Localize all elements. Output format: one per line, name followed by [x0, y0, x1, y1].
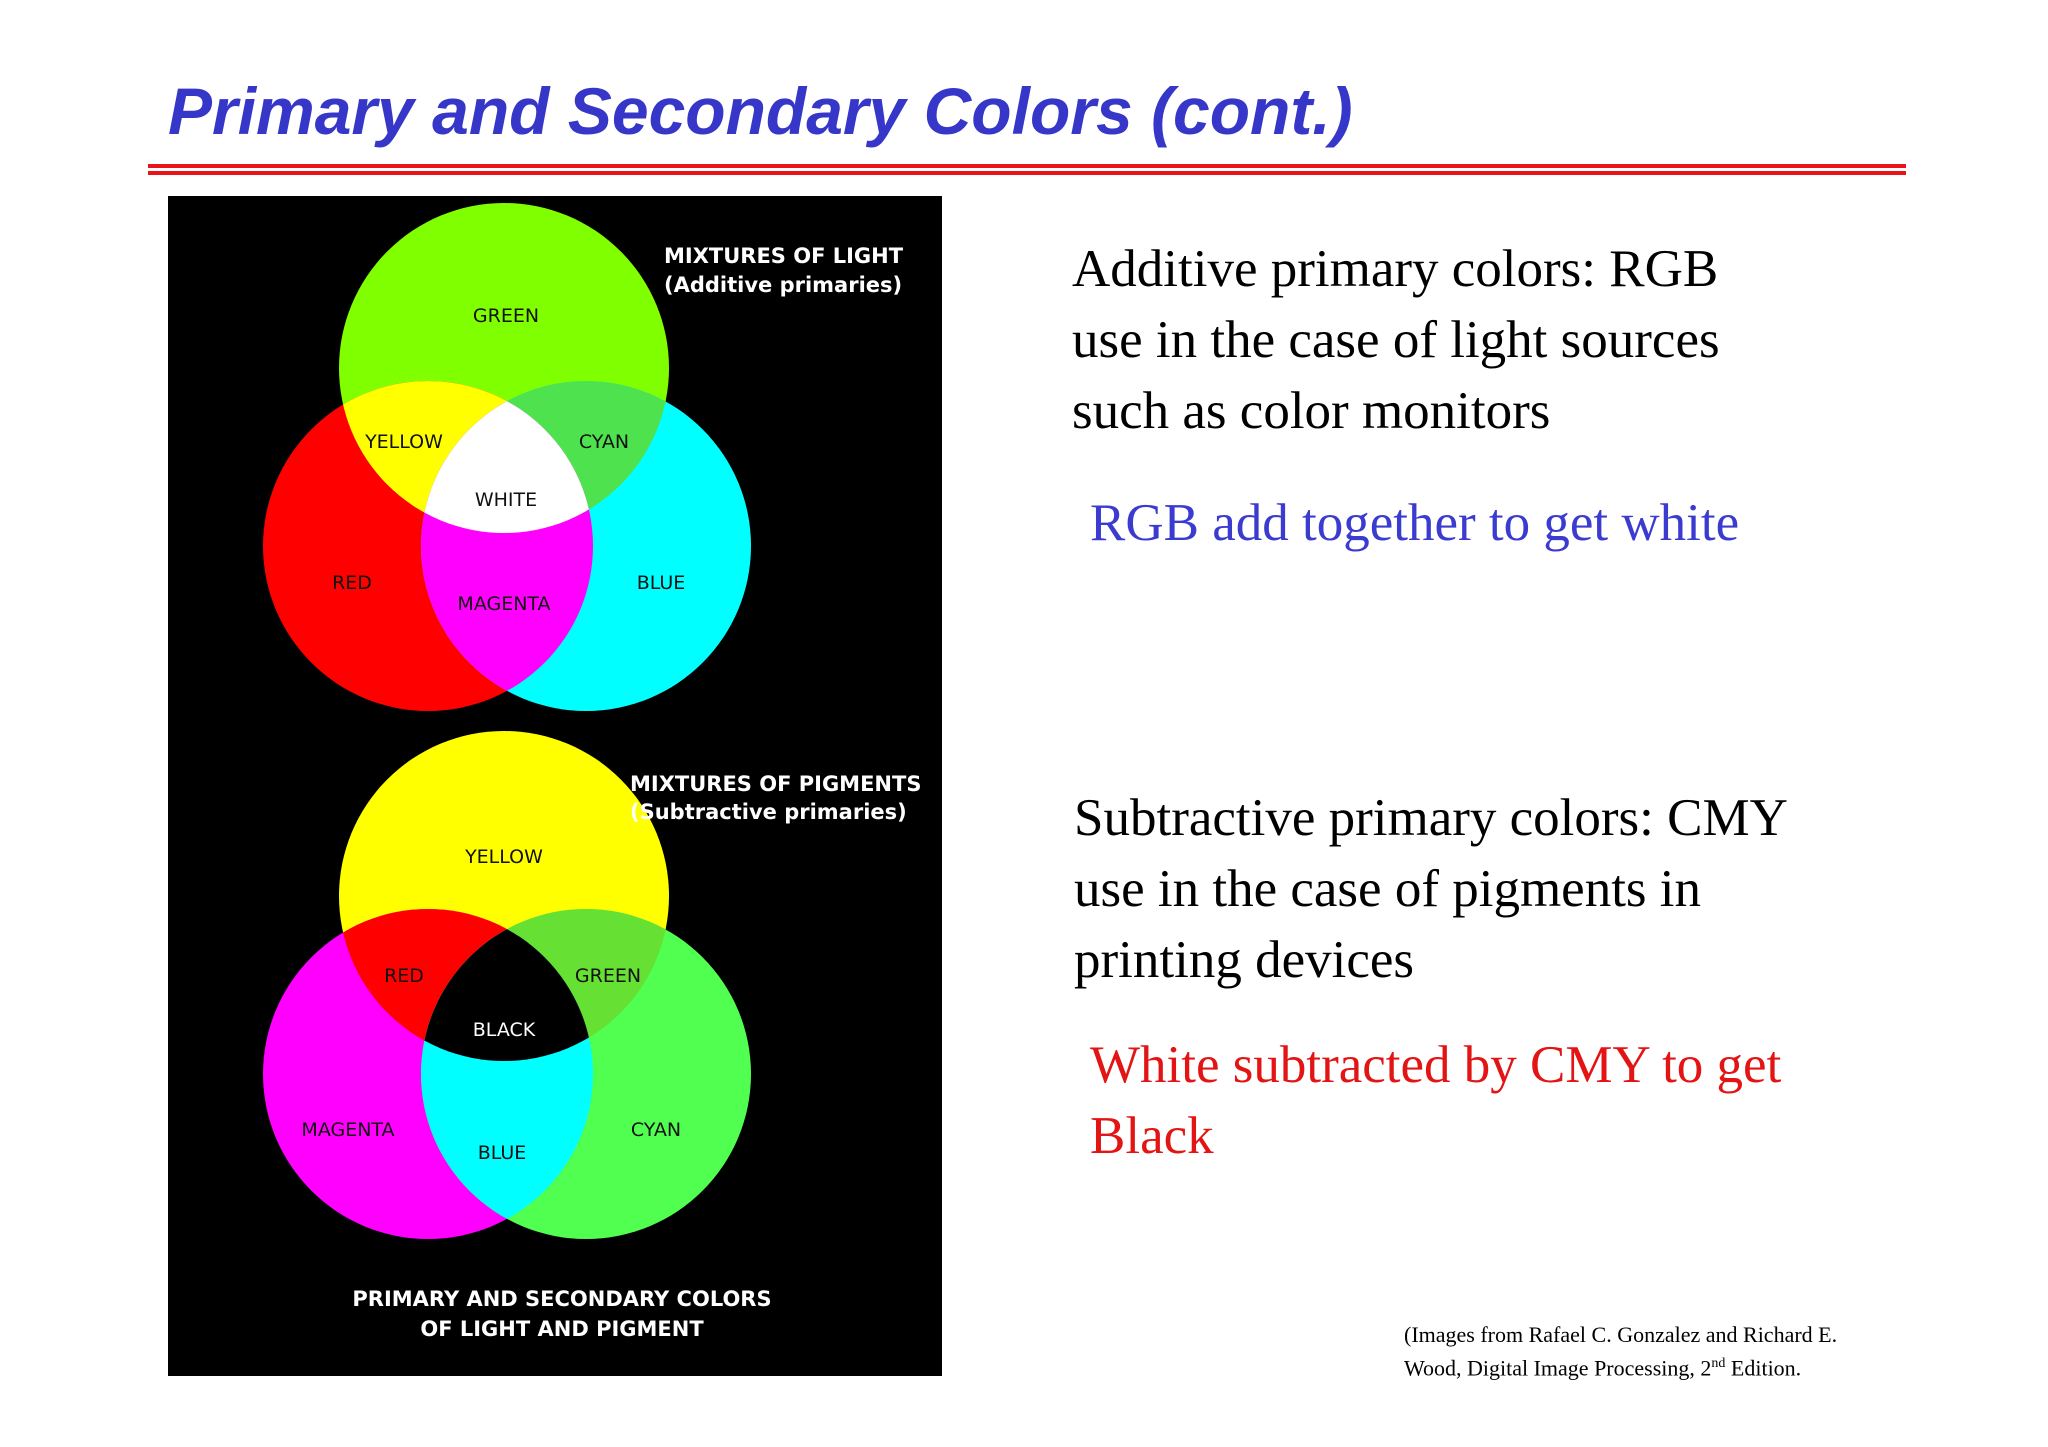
citation-line2-suffix: Edition. — [1725, 1355, 1802, 1381]
additive-heading-line2: (Additive primaries) — [664, 273, 903, 297]
label-cyan: CYAN — [578, 431, 630, 453]
subtractive-line1: Subtractive primary colors: CMY — [1074, 789, 1788, 847]
label-magenta-pigment: MAGENTA — [301, 1119, 395, 1141]
citation-line2 — [1404, 1349, 1837, 1382]
subtractive-line3: printing devices — [1074, 931, 1414, 989]
figure-caption-line2: OF LIGHT AND PIGMENT — [420, 1317, 704, 1341]
subtractive-line2: use in the case of pigments in — [1074, 860, 1702, 918]
label-blue-pigment: BLUE — [477, 1142, 527, 1164]
citation-line1: (Images from Rafael C. Gonzalez and Richard E. — [1404, 1322, 1838, 1347]
label-white: WHITE — [474, 489, 538, 511]
subtractive-heading-line2: (Subtractive primaries) — [630, 800, 907, 824]
label-green: GREEN — [472, 305, 540, 327]
label-green-pigment: GREEN — [574, 965, 642, 987]
subtractive-description — [1074, 783, 1788, 996]
additive-line1: Additive primary colors: RGB — [1072, 240, 1719, 298]
title-rule-top — [148, 164, 1906, 168]
additive-description — [1072, 234, 1720, 447]
color-mixing-image — [168, 196, 942, 1376]
additive-line3: such as color monitors — [1072, 382, 1551, 440]
label-blue: BLUE — [636, 572, 686, 594]
subtractive-heading-line1: MIXTURES OF PIGMENTS — [630, 772, 922, 796]
subtractive-note-line2: Black — [1090, 1107, 1214, 1165]
label-red: RED — [332, 572, 372, 594]
additive-note: RGB add together to get white — [1090, 494, 1740, 552]
color-mixing-figure — [168, 196, 942, 1376]
title-rule-bottom — [148, 171, 1906, 175]
label-cyan-pigment: CYAN — [630, 1119, 682, 1141]
citation-line2-prefix: Wood, Digital Image Processing, 2 — [1404, 1355, 1712, 1381]
figure-caption-line1: PRIMARY AND SECONDARY COLORS — [352, 1287, 772, 1311]
label-red-pigment: RED — [384, 965, 424, 987]
label-yellow: YELLOW — [365, 431, 443, 453]
label-yellow-pigment: YELLOW — [465, 846, 543, 868]
image-citation — [1404, 1320, 1837, 1382]
additive-heading-line1: MIXTURES OF LIGHT — [664, 244, 904, 268]
citation-superscript: nd — [1711, 1356, 1726, 1371]
additive-line2: use in the case of light sources — [1072, 311, 1720, 369]
label-black: BLACK — [472, 1019, 536, 1041]
subtractive-note-line1: White subtracted by CMY to get — [1090, 1036, 1782, 1094]
label-magenta: MAGENTA — [457, 593, 551, 615]
slide-title: Primary and Secondary Colors (cont.) — [168, 74, 1353, 148]
subtractive-note — [1090, 1030, 1781, 1172]
